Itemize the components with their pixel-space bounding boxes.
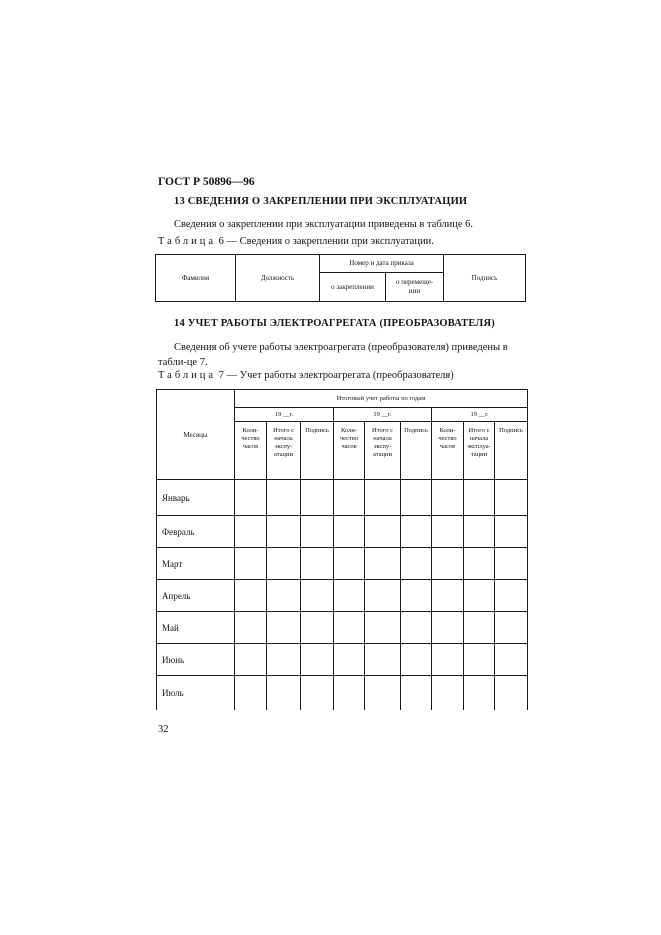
table-6-caption-text: 6 — Сведения о закреплении при эксплуатации. [218, 236, 434, 247]
month-label: Июнь [157, 644, 235, 676]
table-row [157, 480, 528, 516]
month-label: Февраль [157, 516, 235, 548]
table-7-sub-signature: Подпись [401, 422, 432, 480]
table-7-sub-signature: Подпись [495, 422, 528, 480]
table-7-header-months: Месяцы [157, 390, 235, 480]
section-13-text: Сведения о закреплении при эксплуатации приведены в таблице 6. [174, 219, 474, 230]
table-6-header-order: Номер и дата приказа [320, 255, 444, 273]
table-6-header-position: Должность [236, 255, 320, 302]
month-label: Январь [157, 480, 235, 516]
table-7-year-2: 19 __г. [334, 408, 432, 422]
table-row [157, 516, 528, 548]
table-6-header-surname: Фамилия [156, 255, 236, 302]
table-7-sub-hours: Коли- чество часов [432, 422, 464, 480]
table-7-sub-total: Итого с начала экспу- атации [365, 422, 401, 480]
table-7-sub-hours: Коли- чество часов [334, 422, 365, 480]
page-number: 32 [158, 724, 169, 735]
table-7-header-total: Итоговый учет работы по годам [235, 390, 528, 408]
table-6 [155, 254, 526, 302]
table-7-year-3: 19 __г. [432, 408, 528, 422]
table-7-sub-hours: Коли- чество часов [235, 422, 267, 480]
month-label: Март [157, 548, 235, 580]
table-7-caption-text: 7 — Учет работы электроагрегата (преобразователя) [218, 370, 454, 381]
table-row [157, 580, 528, 612]
table-6-header-signature: Подпись [444, 255, 526, 302]
table-7 [156, 389, 528, 710]
section-13-title: 13 СВЕДЕНИЯ О ЗАКРЕПЛЕНИИ ПРИ ЭКСПЛУАТАЦИИ [174, 196, 468, 207]
table-row [157, 644, 528, 676]
table-row [157, 548, 528, 580]
table-7-caption [158, 370, 454, 381]
table-row [157, 612, 528, 644]
table-6-caption-prefix: Таблица [158, 236, 217, 247]
section-14-title: 14 УЧЕТ РАБОТЫ ЭЛЕКТРОАГРЕГАТА (ПРЕОБРАЗОВАТЕЛЯ) [174, 318, 495, 329]
table-7-sub-total: Итого с начала эксплуа- тации [464, 422, 495, 480]
month-label: Апрель [157, 580, 235, 612]
section-14-text: Сведения об учете работы электроагрегата (преобразователя) приведены в табли-це 7. [158, 342, 508, 368]
table-7-caption-prefix: Таблица [158, 370, 217, 381]
table-row [157, 676, 528, 710]
document-id: ГОСТ Р 50896—96 [158, 176, 255, 188]
month-label: Май [157, 612, 235, 644]
table-6-caption [158, 236, 434, 247]
table-7-year-1: 19 __г. [235, 408, 334, 422]
table-6-header-assign: о закреплении [320, 273, 386, 302]
month-label: Июль [157, 676, 235, 710]
table-7-sub-total: Итого с начала экспу- атации [267, 422, 301, 480]
table-7-sub-signature: Подпись [301, 422, 334, 480]
table-6-header-move: о перемеще- нии [386, 273, 444, 302]
